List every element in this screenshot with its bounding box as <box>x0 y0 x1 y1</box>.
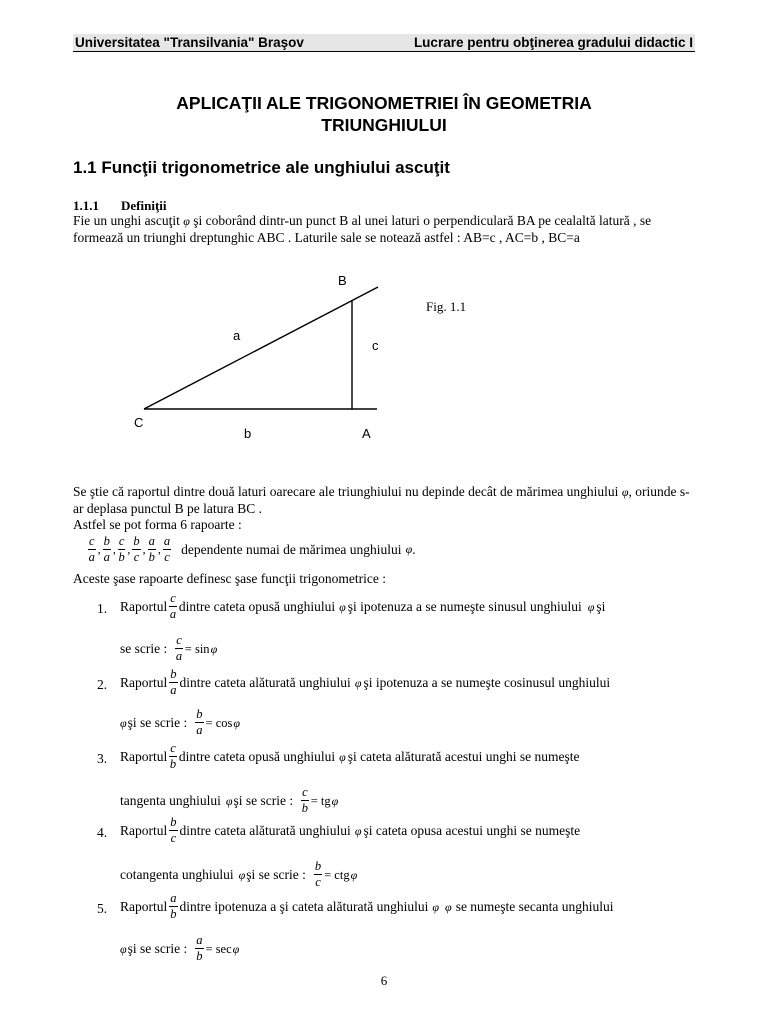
definition-formula-line <box>73 934 698 968</box>
item-line-2 <box>120 634 217 663</box>
section-heading: 1.1 Funcţii trigonometrice ale unghiului ascuţit <box>73 158 450 177</box>
item-fraction <box>169 816 177 845</box>
label-side-c: c <box>372 338 379 353</box>
item-text: şi cateta opusa acestui unghi se numeşte <box>363 822 581 838</box>
definition-item <box>73 592 698 626</box>
chapter-title-line1: APLICAŢII ALE TRIGONOMETRIEI ÎN GEOMETRIA <box>176 93 592 113</box>
item-text: şi se scrie : <box>246 866 306 882</box>
subsection-number: 1.1.1 <box>73 198 99 213</box>
definition-formula-line <box>73 708 698 742</box>
subsection-title: Definiţii <box>121 198 167 213</box>
item-text: Raportul <box>120 898 168 914</box>
ratio-text-2: , oriunde s-ar deplasa punctul B pe latura BC . <box>73 484 690 516</box>
item-text: tangenta unghiului <box>120 792 221 808</box>
item-text: dintre cateta alăturată unghiului <box>179 822 351 838</box>
comma: , <box>112 542 116 556</box>
phi-symbol: φ <box>120 715 127 730</box>
ratio-fraction <box>163 535 171 564</box>
phi-symbol: φ <box>210 641 218 656</box>
item-line-2 <box>120 786 338 815</box>
fraction-numerator: a <box>163 534 171 548</box>
item-fraction <box>169 592 177 621</box>
item-text: cotangenta unghiului <box>120 866 234 882</box>
six-functions-intro: Aceste şase rapoarte definesc şase funcţii trigonometrice : <box>73 571 386 586</box>
ratio-fraction <box>118 535 126 564</box>
subsection-heading <box>73 198 167 214</box>
item-text: şi ipotenuza a se numeşte cosinusul unghiului <box>363 674 611 690</box>
fraction-numerator: b <box>133 534 140 548</box>
fraction-denominator: b <box>170 907 177 921</box>
fraction-numerator: c <box>89 534 95 548</box>
fraction-numerator: c <box>118 534 125 548</box>
ratio-paragraph <box>73 484 698 517</box>
item-number: 2. <box>97 677 108 692</box>
ratio-fraction <box>148 535 156 564</box>
label-vertex-a: A <box>362 426 371 441</box>
item-line-1 <box>120 816 580 845</box>
fraction-numerator: c <box>176 633 182 647</box>
function-name: = ctg <box>324 867 350 882</box>
formula-fraction <box>314 860 322 889</box>
fraction-denominator: a <box>196 723 203 737</box>
phi-symbol: φ <box>183 214 190 228</box>
phi-symbol: φ <box>238 867 246 882</box>
item-text: dintre cateta opusă unghiului <box>178 748 336 764</box>
fraction-denominator: a <box>169 607 177 621</box>
item-text: dintre cateta alăturată unghiului <box>179 674 351 690</box>
fraction-denominator: b <box>196 949 203 963</box>
definition-formula-line <box>73 860 698 894</box>
label-side-b: b <box>244 426 252 441</box>
item-line-2 <box>120 860 357 889</box>
phi-symbol: φ <box>445 899 452 914</box>
ratio-fractions <box>86 535 173 564</box>
intro-text-1: Fie un unghi ascuţit <box>73 213 180 228</box>
fraction-denominator: a <box>103 550 110 564</box>
item-text: şi se scrie : <box>233 792 294 808</box>
item-number: 3. <box>97 751 108 766</box>
item-text: dintre cateta opusă unghiului <box>178 598 336 614</box>
fraction-denominator: c <box>164 550 170 564</box>
item-text: şi se scrie : <box>127 714 188 730</box>
figure-caption: Fig. 1.1 <box>426 299 467 314</box>
phi-symbol: φ <box>405 542 413 556</box>
definition-formula-line <box>73 786 698 820</box>
triangle-figure <box>120 268 400 448</box>
item-text: şi cateta alăturată acestui unghi se numeşte <box>347 748 580 764</box>
item-line-2 <box>120 708 240 737</box>
function-name: = sec <box>205 941 232 956</box>
fraction-numerator: b <box>103 534 110 548</box>
definition-item <box>73 742 698 776</box>
definition-formula-line <box>73 634 698 668</box>
fraction-numerator: a <box>170 891 177 905</box>
item-number: 1. <box>97 601 108 616</box>
item-number: 5. <box>97 901 108 916</box>
function-name: = sin <box>184 641 210 656</box>
item-line-1 <box>120 892 614 921</box>
fraction-denominator: a <box>175 649 183 663</box>
phi-symbol: φ <box>621 485 629 499</box>
definition-item <box>73 892 698 926</box>
chapter-title-line2: TRIUNGHIULUI <box>321 115 447 135</box>
ratio-fraction <box>88 535 96 564</box>
hypotenuse-line <box>144 287 378 409</box>
ratio-text-1: Se ştie că raportul dintre două laturi oarecare ale triunghiului nu depinde decât de mărimea unghiului <box>73 484 619 499</box>
fraction-denominator: b <box>148 550 155 564</box>
fraction-denominator: b <box>301 801 309 815</box>
item-text: Raportul <box>120 598 168 614</box>
phi-symbol: φ <box>339 599 346 614</box>
item-text: şi <box>596 598 606 614</box>
item-text: se numeşte secanta unghiului <box>455 898 614 914</box>
definition-item <box>73 816 698 850</box>
comma: , <box>157 542 161 556</box>
fraction-numerator: c <box>170 741 176 755</box>
phi-symbol: φ <box>233 715 240 730</box>
item-text: Raportul <box>120 748 168 764</box>
phi-symbol: φ <box>432 899 440 914</box>
item-fraction <box>169 892 177 921</box>
label-vertex-c: C <box>134 415 144 430</box>
item-text: Raportul <box>120 822 168 838</box>
phi-symbol: φ <box>331 793 339 808</box>
fraction-numerator: a <box>196 933 203 947</box>
header-university: Universitatea "Transilvania" Braşov <box>75 35 304 50</box>
fraction-numerator: b <box>170 815 177 829</box>
function-name: = tg <box>310 793 331 808</box>
fraction-numerator: b <box>314 859 322 873</box>
label-side-a: a <box>233 328 241 343</box>
definition-item <box>73 668 698 702</box>
fraction-numerator: c <box>170 591 176 605</box>
page-number: 6 <box>380 973 388 988</box>
fraction-numerator: b <box>196 707 203 721</box>
phi-symbol: φ <box>350 867 358 882</box>
fraction-denominator: b <box>118 550 125 564</box>
running-header <box>73 34 695 52</box>
fraction-denominator: c <box>315 875 321 889</box>
intro-text-2: şi coborând dintr-un punct B al unei laturi o perpendiculară BA pe cealaltă latură , se formează un triunghi dreptunghic ABC . Laturile sale se notează astfel : AB=c , AC=b , BC=a <box>73 213 652 245</box>
fraction-denominator: b <box>169 757 177 771</box>
formula-fraction <box>195 934 203 963</box>
item-fraction <box>169 742 177 771</box>
item-text: Raportul <box>120 674 168 690</box>
phi-symbol: φ <box>587 599 595 614</box>
function-name: = cos <box>205 715 233 730</box>
formula-fraction <box>175 634 183 663</box>
item-text: şi ipotenuza a se numeşte sinusul unghiului <box>347 598 582 614</box>
fraction-numerator: a <box>148 534 155 548</box>
ratio-fraction <box>132 535 140 564</box>
fraction-numerator: c <box>302 785 308 799</box>
six-ratios-intro: Astfel se pot forma 6 rapoarte : <box>73 517 242 532</box>
phi-symbol: φ <box>120 941 127 956</box>
phi-symbol: φ <box>232 941 240 956</box>
phi-symbol: φ <box>354 675 362 690</box>
header-thesis: Lucrare pentru obţinerea gradului didactic I <box>413 35 693 50</box>
fraction-denominator: c <box>170 831 177 845</box>
phi-symbol: φ <box>354 823 362 838</box>
item-line-1 <box>120 592 605 621</box>
ratios-description: dependente numai de mărimea unghiului <box>181 541 402 557</box>
fraction-denominator: a <box>88 550 95 564</box>
item-line-1 <box>120 742 579 771</box>
item-line-1 <box>120 668 610 697</box>
phi-symbol: φ <box>339 749 346 764</box>
ratio-fraction <box>103 535 111 564</box>
item-text: şi se scrie : <box>127 940 188 956</box>
item-fraction <box>169 668 177 697</box>
item-line-2 <box>120 934 239 963</box>
intro-paragraph <box>73 213 698 246</box>
item-text: dintre ipotenuza a şi cateta alăturată unghiului <box>179 898 429 914</box>
formula-fraction <box>301 786 309 815</box>
fraction-denominator: a <box>170 683 177 697</box>
chapter-title <box>73 92 695 136</box>
comma: , <box>142 542 146 556</box>
formula-fraction <box>195 708 203 737</box>
comma: , <box>127 542 131 556</box>
phi-symbol: φ <box>225 793 233 808</box>
comma: , <box>97 542 101 556</box>
ratios-line: $\frac{c}{a}$ , $\frac{b}{a}$ , $\frac{c}{b}$ , $\frac{b}{c}$ , $\frac{a}{b}$ , $\frac{a}{c}$ dependente numai de mărimea unghiului φ . <box>86 535 416 564</box>
label-vertex-b: B <box>338 273 347 288</box>
item-text: se scrie : <box>120 640 168 656</box>
fraction-numerator: b <box>170 667 177 681</box>
item-number: 4. <box>97 825 108 840</box>
fraction-denominator: c <box>133 550 140 564</box>
